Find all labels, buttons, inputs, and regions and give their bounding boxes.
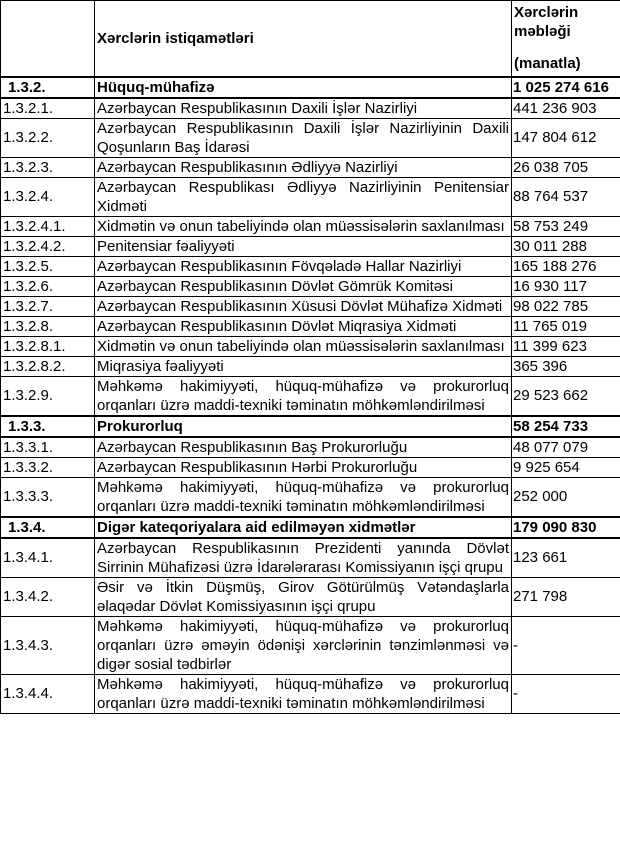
name-cell: Azərbaycan Respublikasının Hərbi Prokurorluğu [95, 457, 512, 477]
code-cell: 1.3.2.4.2. [1, 236, 95, 256]
amount-cell: 441 236 903 [512, 98, 620, 119]
amount-cell: 29 523 662 [512, 376, 620, 416]
name-cell: Məhkəmə hakimiyyəti, hüquq-mühafizə və prokurorluq orqanları üzrə maddi-texniki təminatın möhkəmləndirilməsi [95, 477, 512, 517]
name-cell: Azərbaycan Respublikasının Dövlət Miqrasiya Xidməti [95, 316, 512, 336]
table-body [1, 77, 620, 714]
table-header [1, 1, 620, 77]
table-row [1, 577, 620, 616]
name-cell: Azərbaycan Respublikasının Ədliyyə Nazirliyi [95, 157, 512, 177]
amount-cell: 1 025 274 616 [512, 77, 620, 98]
header-row [1, 1, 620, 77]
code-cell: 1.3.2. [1, 77, 95, 98]
amount-cell: 88 764 537 [512, 177, 620, 216]
table-row [1, 356, 620, 376]
name-cell: Azərbaycan Respublikasının Baş Prokurorluğu [95, 437, 512, 458]
code-cell: 1.3.3.1. [1, 437, 95, 458]
name-cell: Digər kateqoriyalara aid edilməyən xidmətlər [95, 517, 512, 538]
code-cell: 1.3.2.3. [1, 157, 95, 177]
code-cell: 1.3.4.1. [1, 538, 95, 578]
table-row [1, 457, 620, 477]
amount-cell: 98 022 785 [512, 296, 620, 316]
table-row [1, 77, 620, 98]
table-row [1, 216, 620, 236]
amount-cell: 9 925 654 [512, 457, 620, 477]
code-cell: 1.3.2.9. [1, 376, 95, 416]
amount-cell: 365 396 [512, 356, 620, 376]
code-cell: 1.3.2.2. [1, 118, 95, 157]
amount-header-unit: (manatla) [514, 55, 581, 72]
name-cell: Prokurorluq [95, 416, 512, 437]
table-row [1, 616, 620, 674]
amount-cell: 11 765 019 [512, 316, 620, 336]
table-row [1, 118, 620, 157]
code-cell: 1.3.2.4. [1, 177, 95, 216]
table-row [1, 416, 620, 437]
code-cell: 1.3.2.7. [1, 296, 95, 316]
code-cell: 1.3.2.8.2. [1, 356, 95, 376]
amount-cell: - [512, 616, 620, 674]
table-row [1, 177, 620, 216]
name-cell: Əsir və İtkin Düşmüş, Girov Götürülmüş Vətəndaşlarla əlaqədar Dövlət Komissiyasının işçi qrupu [95, 577, 512, 616]
amount-cell: 179 090 830 [512, 517, 620, 538]
amount-cell: 271 798 [512, 577, 620, 616]
code-cell: 1.3.3.2. [1, 457, 95, 477]
table-row [1, 316, 620, 336]
code-cell: 1.3.4.3. [1, 616, 95, 674]
name-cell: Xidmətin və onun tabeliyində olan müəssisələrin saxlanılması [95, 336, 512, 356]
amount-cell: 147 804 612 [512, 118, 620, 157]
table-row [1, 256, 620, 276]
name-cell: Azərbaycan Respublikasının Dövlət Gömrük Komitəsi [95, 276, 512, 296]
code-cell: 1.3.4. [1, 517, 95, 538]
table-row [1, 517, 620, 538]
name-cell: Azərbaycan Respublikasının Fövqəladə Hallar Nazirliyi [95, 256, 512, 276]
name-cell: Penitensiar fəaliyyəti [95, 236, 512, 256]
name-cell: Miqrasiya fəaliyyəti [95, 356, 512, 376]
amount-cell: 30 011 288 [512, 236, 620, 256]
table-row [1, 276, 620, 296]
name-cell: Hüquq-mühafizə [95, 77, 512, 98]
code-cell: 1.3.3. [1, 416, 95, 437]
table-row [1, 538, 620, 578]
table-row [1, 477, 620, 517]
table-row [1, 336, 620, 356]
direction-column-header: Xərclərin istiqamətləri [95, 1, 512, 77]
code-cell: 1.3.2.1. [1, 98, 95, 119]
code-cell: 1.3.2.6. [1, 276, 95, 296]
code-cell: 1.3.2.8. [1, 316, 95, 336]
amount-cell: 26 038 705 [512, 157, 620, 177]
amount-cell: 123 661 [512, 538, 620, 578]
amount-cell: 11 399 623 [512, 336, 620, 356]
name-cell: Xidmətin və onun tabeliyində olan müəssisələrin saxlanılması [95, 216, 512, 236]
table-row [1, 437, 620, 458]
amount-header-stack [514, 3, 618, 73]
amount-cell: 58 254 733 [512, 416, 620, 437]
code-cell: 1.3.2.5. [1, 256, 95, 276]
table-row [1, 296, 620, 316]
table-row [1, 236, 620, 256]
code-cell: 1.3.4.4. [1, 674, 95, 713]
name-cell: Məhkəmə hakimiyyəti, hüquq-mühafizə və prokurorluq orqanları üzrə maddi-texniki təminatın möhkəmləndirilməsi [95, 674, 512, 713]
amount-cell: 48 077 079 [512, 437, 620, 458]
table-row [1, 157, 620, 177]
name-cell: Məhkəmə hakimiyyəti, hüquq-mühafizə və prokurorluq orqanları üzrə maddi-texniki təminatın möhkəmləndirilməsi [95, 376, 512, 416]
table-row [1, 376, 620, 416]
amount-cell: 165 188 276 [512, 256, 620, 276]
amount-header-title: Xərclərin məbləği [514, 4, 579, 40]
name-cell: Məhkəmə hakimiyyəti, hüquq-mühafizə və prokurorluq orqanları üzrə əməyin ödənişi xərclərinin tənzimlənməsi və digər sosial tədbirlər [95, 616, 512, 674]
code-column-header [1, 1, 95, 77]
table-row [1, 674, 620, 713]
code-cell: 1.3.3.3. [1, 477, 95, 517]
amount-cell: 58 753 249 [512, 216, 620, 236]
code-cell: 1.3.2.8.1. [1, 336, 95, 356]
name-cell: Azərbaycan Respublikasının Xüsusi Dövlət Mühafizə Xidməti [95, 296, 512, 316]
table-row [1, 98, 620, 119]
amount-column-header [512, 1, 620, 77]
code-cell: 1.3.4.2. [1, 577, 95, 616]
code-cell: 1.3.2.4.1. [1, 216, 95, 236]
name-cell: Azərbaycan Respublikasının Prezidenti yanında Dövlət Sirrinin Mühafizəsi üzrə İdarələrarası Komissiyanın işçi qrupu [95, 538, 512, 578]
name-cell: Azərbaycan Respublikası Ədliyyə Nazirliyinin Penitensiar Xidməti [95, 177, 512, 216]
name-cell: Azərbaycan Respublikasının Daxili İşlər Nazirliyinin Daxili Qoşunların Baş İdarəsi [95, 118, 512, 157]
amount-cell: 16 930 117 [512, 276, 620, 296]
name-cell: Azərbaycan Respublikasının Daxili İşlər Nazirliyi [95, 98, 512, 119]
amount-cell: - [512, 674, 620, 713]
amount-cell: 252 000 [512, 477, 620, 517]
